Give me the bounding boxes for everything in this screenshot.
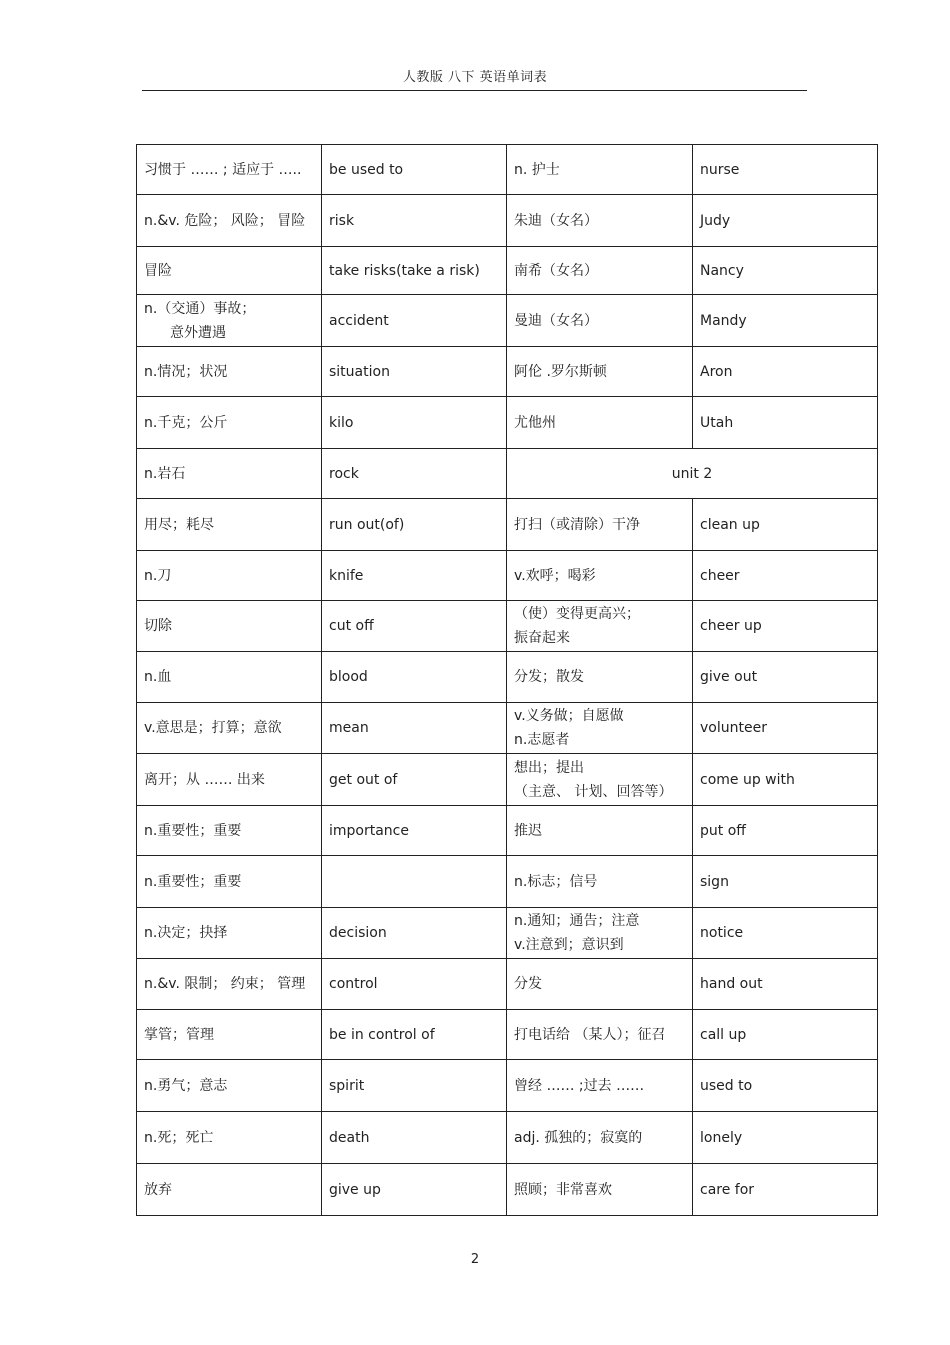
chinese-meaning: n.决定；抉择 [137, 908, 322, 959]
table-row [137, 601, 878, 652]
page-number: 2 [470, 1252, 480, 1267]
english-word: volunteer [693, 703, 878, 754]
chinese-meaning: 尤他州 [507, 397, 693, 449]
english-word: take risks(take a risk) [322, 247, 507, 295]
english-word: kilo [322, 397, 507, 449]
chinese-meaning: 照顾；非常喜欢 [507, 1164, 693, 1216]
chinese-meaning: n.重要性；重要 [137, 806, 322, 856]
english-word: accident [322, 295, 507, 347]
chinese-meaning: 打扫（或清除）干净 [507, 499, 693, 551]
english-word: risk [322, 195, 507, 247]
english-word: give up [322, 1164, 507, 1216]
chinese-meaning: n.勇气；意志 [137, 1060, 322, 1112]
table-row [137, 652, 878, 703]
english-word: put off [693, 806, 878, 856]
table-row [137, 397, 878, 449]
english-word: Nancy [693, 247, 878, 295]
chinese-meaning: n.标志；信号 [507, 856, 693, 908]
english-word: rock [322, 449, 507, 499]
chinese-meaning: 掌管；管理 [137, 1010, 322, 1060]
english-word: used to [693, 1060, 878, 1112]
table-row [137, 449, 878, 499]
english-word: Judy [693, 195, 878, 247]
chinese-meaning: 曼迪（女名） [507, 295, 693, 347]
english-word: hand out [693, 959, 878, 1010]
meaning-line: （主意、 计划、回答等） [514, 783, 673, 800]
meaning-line: （使）变得更高兴； [514, 606, 640, 622]
english-word: nurse [693, 145, 878, 195]
chinese-meaning: 习惯于 …… ; 适应于 ….. [137, 145, 322, 195]
chinese-meaning [507, 601, 693, 652]
table-row [137, 195, 878, 247]
english-word [322, 856, 507, 908]
english-word: cheer [693, 551, 878, 601]
english-word: cheer up [693, 601, 878, 652]
english-word: run out(of) [322, 499, 507, 551]
table-row [137, 703, 878, 754]
english-word: Aron [693, 347, 878, 397]
english-word: be in control of [322, 1010, 507, 1060]
english-word: knife [322, 551, 507, 601]
meaning-line: 意外遭遇 [170, 324, 226, 341]
table-row [137, 754, 878, 806]
table-row [137, 1010, 878, 1060]
chinese-meaning: 切除 [137, 601, 322, 652]
table-row [137, 1112, 878, 1164]
english-word: call up [693, 1010, 878, 1060]
chinese-meaning [507, 908, 693, 959]
table-row [137, 347, 878, 397]
chinese-meaning: 冒险 [137, 247, 322, 295]
page-header: 人教版 八下 英语单词表 [402, 70, 548, 85]
chinese-meaning [137, 295, 322, 347]
english-word: care for [693, 1164, 878, 1216]
english-word: give out [693, 652, 878, 703]
chinese-meaning: n.千克；公斤 [137, 397, 322, 449]
english-word: blood [322, 652, 507, 703]
chinese-meaning: 朱迪（女名） [507, 195, 693, 247]
chinese-meaning: 推迟 [507, 806, 693, 856]
table-row [137, 856, 878, 908]
table-row [137, 1164, 878, 1216]
english-word: get out of [322, 754, 507, 806]
table-row [137, 145, 878, 195]
chinese-meaning: n.血 [137, 652, 322, 703]
unit-heading: unit 2 [507, 449, 878, 499]
english-word: mean [322, 703, 507, 754]
meaning-line: n.志愿者 [514, 732, 570, 748]
chinese-meaning [507, 754, 693, 806]
chinese-meaning [507, 703, 693, 754]
english-word: control [322, 959, 507, 1010]
chinese-meaning: 分发；散发 [507, 652, 693, 703]
chinese-meaning: n.死；死亡 [137, 1112, 322, 1164]
chinese-meaning: 分发 [507, 959, 693, 1010]
english-word: clean up [693, 499, 878, 551]
english-word: be used to [322, 145, 507, 195]
chinese-meaning: n.情况；状况 [137, 347, 322, 397]
chinese-meaning: 用尽；耗尽 [137, 499, 322, 551]
header-rule [142, 90, 807, 91]
chinese-meaning: 曾经 …… ;过去 …… [507, 1060, 693, 1112]
chinese-meaning: n.&v. 限制； 约束； 管理 [137, 959, 322, 1010]
meaning-line: v.义务做；自愿做 [514, 708, 624, 724]
english-word: lonely [693, 1112, 878, 1164]
english-word: death [322, 1112, 507, 1164]
table-row [137, 908, 878, 959]
meaning-line: n.通知；通告；注意 [514, 913, 640, 929]
english-word: notice [693, 908, 878, 959]
chinese-meaning: 放弃 [137, 1164, 322, 1216]
chinese-meaning: 南希（女名） [507, 247, 693, 295]
table-row [137, 959, 878, 1010]
chinese-meaning: n.重要性；重要 [137, 856, 322, 908]
chinese-meaning: adj. 孤独的；寂寞的 [507, 1112, 693, 1164]
chinese-meaning: 打电话给 （某人）；征召 [507, 1010, 693, 1060]
chinese-meaning: n.&v. 危险； 风险； 冒险 [137, 195, 322, 247]
meaning-line: v.注意到；意识到 [514, 937, 624, 953]
meaning-line: 振奋起来 [514, 630, 570, 646]
meaning-line: n.（交通）事故； [144, 300, 256, 317]
meaning-line: 想出；提出 [514, 759, 584, 776]
chinese-meaning: n.岩石 [137, 449, 322, 499]
table-row [137, 499, 878, 551]
english-word: spirit [322, 1060, 507, 1112]
english-word: come up with [693, 754, 878, 806]
chinese-meaning: 阿伦 .罗尔斯顿 [507, 347, 693, 397]
chinese-meaning: 离开；从 …… 出来 [137, 754, 322, 806]
vocabulary-table [136, 144, 878, 1216]
table-row [137, 806, 878, 856]
table-row [137, 247, 878, 295]
english-word: situation [322, 347, 507, 397]
chinese-meaning: n.刀 [137, 551, 322, 601]
english-word: sign [693, 856, 878, 908]
english-word: importance [322, 806, 507, 856]
chinese-meaning: v.意思是；打算；意欲 [137, 703, 322, 754]
table-row [137, 1060, 878, 1112]
chinese-meaning: v.欢呼；喝彩 [507, 551, 693, 601]
english-word: Utah [693, 397, 878, 449]
english-word: decision [322, 908, 507, 959]
chinese-meaning: n. 护士 [507, 145, 693, 195]
english-word: cut off [322, 601, 507, 652]
table-row [137, 551, 878, 601]
table-row [137, 295, 878, 347]
english-word: Mandy [693, 295, 878, 347]
